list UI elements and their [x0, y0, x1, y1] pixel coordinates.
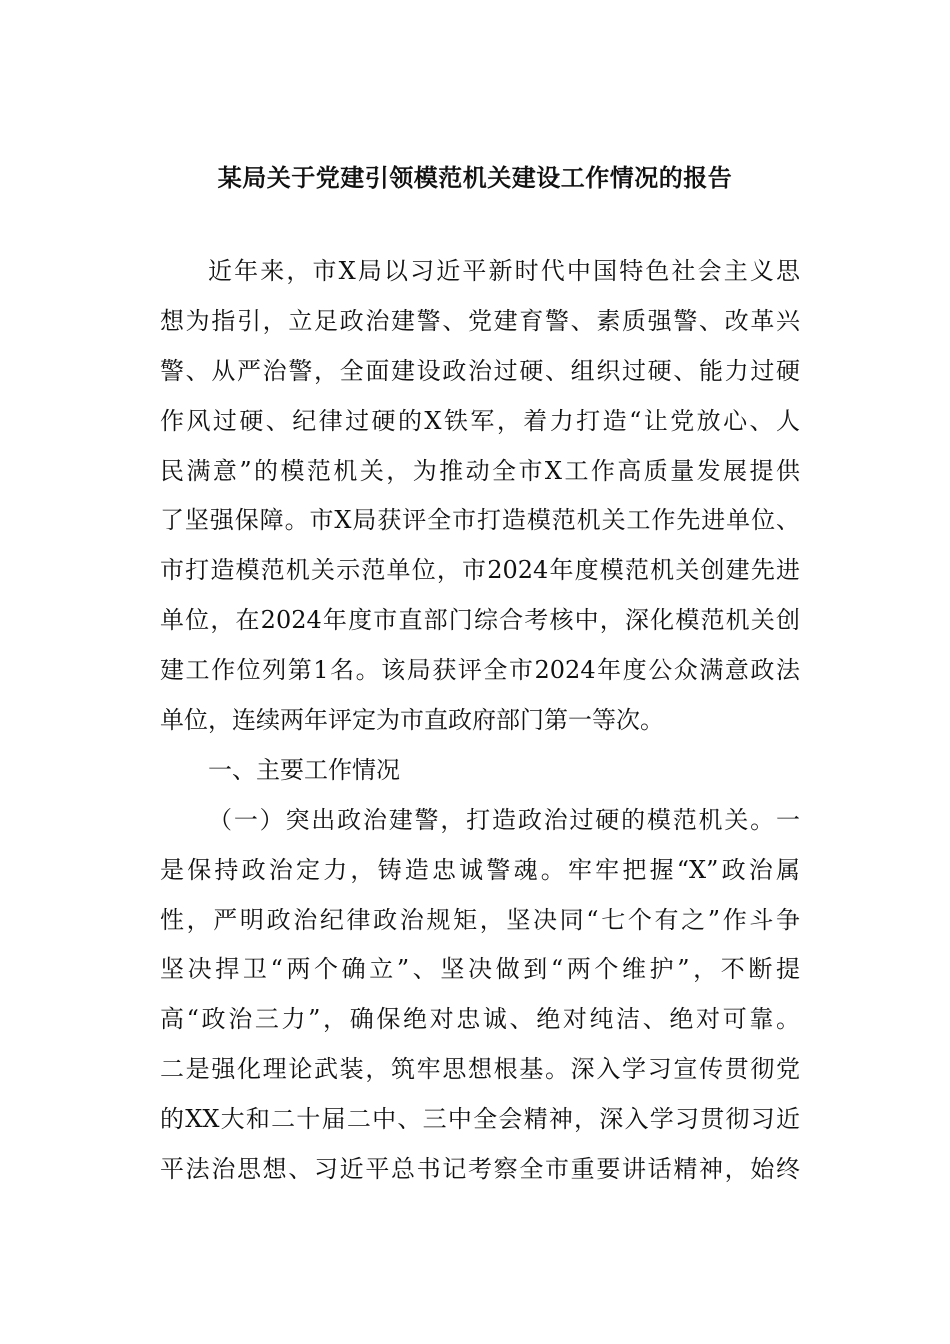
- paragraph-line: 了坚强保障。市X局获评全市打造模范机关工作先进单位、: [160, 506, 800, 535]
- paragraph-line: 高“政治三力”，确保绝对忠诚、绝对纯洁、绝对可靠。: [160, 1005, 800, 1034]
- paragraph-line: 警、从严治警，全面建设政治过硬、组织过硬、能力过硬: [160, 356, 800, 385]
- paragraph-line: （一）突出政治建警，打造政治过硬的模范机关。一: [208, 805, 800, 834]
- paragraph-line: 民满意”的模范机关，为推动全市X工作高质量发展提供: [160, 456, 800, 485]
- paragraph-line: 一、主要工作情况: [208, 755, 400, 784]
- document-body: [160, 247, 800, 1195]
- paragraph-line: 近年来，市X局以习近平新时代中国特色社会主义思: [208, 257, 800, 285]
- paragraph-line: 市打造模范机关示范单位，市2024年度模范机关创建先进: [160, 556, 800, 585]
- paragraph-line: 单位，在2024年度市直部门综合考核中，深化模范机关创: [160, 606, 800, 635]
- paragraph-line: 坚决捍卫“两个确立”、坚决做到“两个维护”，不断提: [160, 955, 800, 984]
- paragraph-line: 性，严明政治纪律政治规矩，坚决同“七个有之”作斗争: [160, 905, 800, 934]
- paragraph-line: 想为指引，立足政治建警、党建育警、素质强警、改革兴: [160, 306, 800, 335]
- document-title: 某局关于党建引领模范机关建设工作情况的报告: [217, 163, 733, 192]
- paragraph-line: 建工作位列第1名。该局获评全市2024年度公众满意政法: [160, 656, 800, 685]
- paragraph-line: 作风过硬、纪律过硬的X铁军，着力打造“让党放心、人: [160, 406, 800, 435]
- paragraph-line: 的XX大和二十届二中、三中全会精神，深入学习贯彻习近: [160, 1105, 800, 1134]
- paragraph-line: 单位，连续两年评定为市直政府部门第一等次。: [160, 706, 664, 735]
- paragraph-line: 二是强化理论武装，筑牢思想根基。深入学习宣传贯彻党: [160, 1055, 800, 1084]
- paragraph-line: 是保持政治定力，铸造忠诚警魂。牢牢把握“X”政治属: [160, 855, 800, 884]
- paragraph-line: 平法治思想、习近平总书记考察全市重要讲话精神，始终: [160, 1155, 800, 1184]
